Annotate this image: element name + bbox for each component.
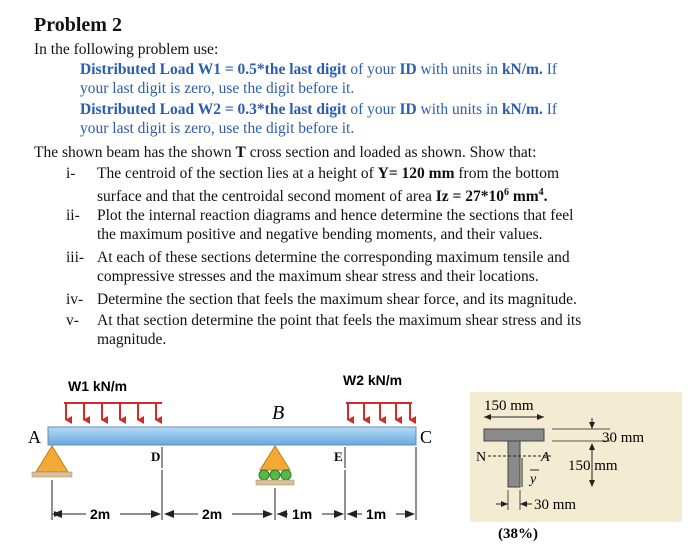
problem-title: Problem 2 [34, 14, 122, 36]
item-5-line1: At that section determine the point that feels the maximum shear stress and its [97, 312, 582, 329]
web-label: 30 mm [534, 497, 577, 513]
marks-percentage: (38%) [498, 526, 538, 542]
load-w2-line2: your last digit is zero, use the digit before it. [80, 120, 355, 137]
dim-label-1: 2m [90, 506, 111, 522]
dim-arrow-icon [164, 510, 174, 518]
flange-label: 30 mm [602, 430, 645, 446]
dim-label-2: 2m [202, 506, 223, 522]
item-2-line2: the maximum positive and negative bending moments, and their values. [97, 226, 543, 243]
intro-text: In the following problem use: [34, 41, 219, 58]
load-w2-id: ID [399, 101, 417, 118]
dim-label-4: 1m [366, 506, 387, 522]
load-w1-units: kN/m. [501, 61, 543, 78]
load-w1-definition: Distributed Load W1 = 0.5*the last digit [80, 61, 347, 78]
load-w2-text2: with units in [416, 101, 502, 118]
load-w2-definition: Distributed Load W2 = 0.3*the last digit [80, 101, 347, 118]
statement-post: cross section and loaded as shown. Show that: [245, 144, 537, 161]
label-e: E [334, 449, 343, 464]
load-w2-end: If [542, 101, 558, 118]
label-a: A [28, 427, 41, 447]
statement-pre: The shown beam has the shown [34, 144, 236, 161]
item-5-line2: magnitude. [97, 331, 167, 348]
item-3-number: iii- [66, 249, 85, 266]
depth-label: 150 mm [568, 458, 618, 474]
roller-support-b [256, 446, 294, 485]
dim-label-3: 1m [292, 506, 313, 522]
item-1-iz-end: . [543, 188, 548, 206]
item-4-number: iv- [66, 291, 84, 308]
item-3-line2: compressive stresses and the maximum shear stress and their locations. [97, 268, 539, 285]
centroid-y: y [530, 472, 537, 487]
neutral-axis-n: N [476, 450, 487, 465]
load-w2-text: of your [346, 101, 400, 118]
item-1-text-d: surface and that the centroidal second moment of area [97, 188, 436, 206]
w2-distributed-load [346, 403, 412, 420]
item-1-iz-exp: 6 [503, 187, 509, 198]
item-1-iz-unit-exp: 4 [538, 187, 544, 198]
w1-distributed-load [64, 403, 162, 420]
item-2-number: ii- [66, 207, 80, 224]
load-w1-end: If [542, 61, 558, 78]
item-2-line1: Plot the internal reaction diagrams and hence determine the sections that feel [97, 207, 574, 224]
statement-t: T [235, 144, 246, 161]
item-1-iz: Iz = 27*10 [435, 188, 504, 206]
w1-label: W1 kN/m [68, 378, 128, 394]
dim-arrow-icon [277, 510, 287, 518]
item-1-text-c: from the bottom [454, 165, 560, 182]
item-1-text-a: The centroid of the section lies at a height of [97, 165, 378, 182]
item-1-y-value: Y= 120 mm [377, 165, 455, 182]
load-w1-text2: with units in [416, 61, 502, 78]
load-w1-text: of your [346, 61, 400, 78]
label-d: D [151, 449, 161, 464]
pin-support-a [32, 446, 72, 477]
label-c: C [420, 427, 433, 447]
section-width-label: 150 mm [484, 398, 534, 414]
load-w1-line2: your last digit is zero, use the digit before it. [80, 80, 355, 97]
item-1-number: i- [66, 165, 76, 182]
dim-arrow-icon [347, 510, 357, 518]
neutral-axis-a: A [541, 450, 550, 465]
load-w1-id: ID [399, 61, 417, 78]
item-5-number: v- [66, 312, 79, 329]
w2-label: W2 kN/m [343, 372, 403, 388]
beam [48, 427, 416, 445]
item-1-iz-unit: mm [508, 188, 539, 206]
item-3-line1: At each of these sections determine the corresponding maximum tensile and [97, 249, 570, 266]
item-4-line1: Determine the section that feels the maximum shear force, and its magnitude. [97, 291, 577, 308]
load-w2-units: kN/m. [501, 101, 543, 118]
label-b: B [272, 402, 285, 424]
dim-arrow-start-icon [52, 510, 62, 518]
